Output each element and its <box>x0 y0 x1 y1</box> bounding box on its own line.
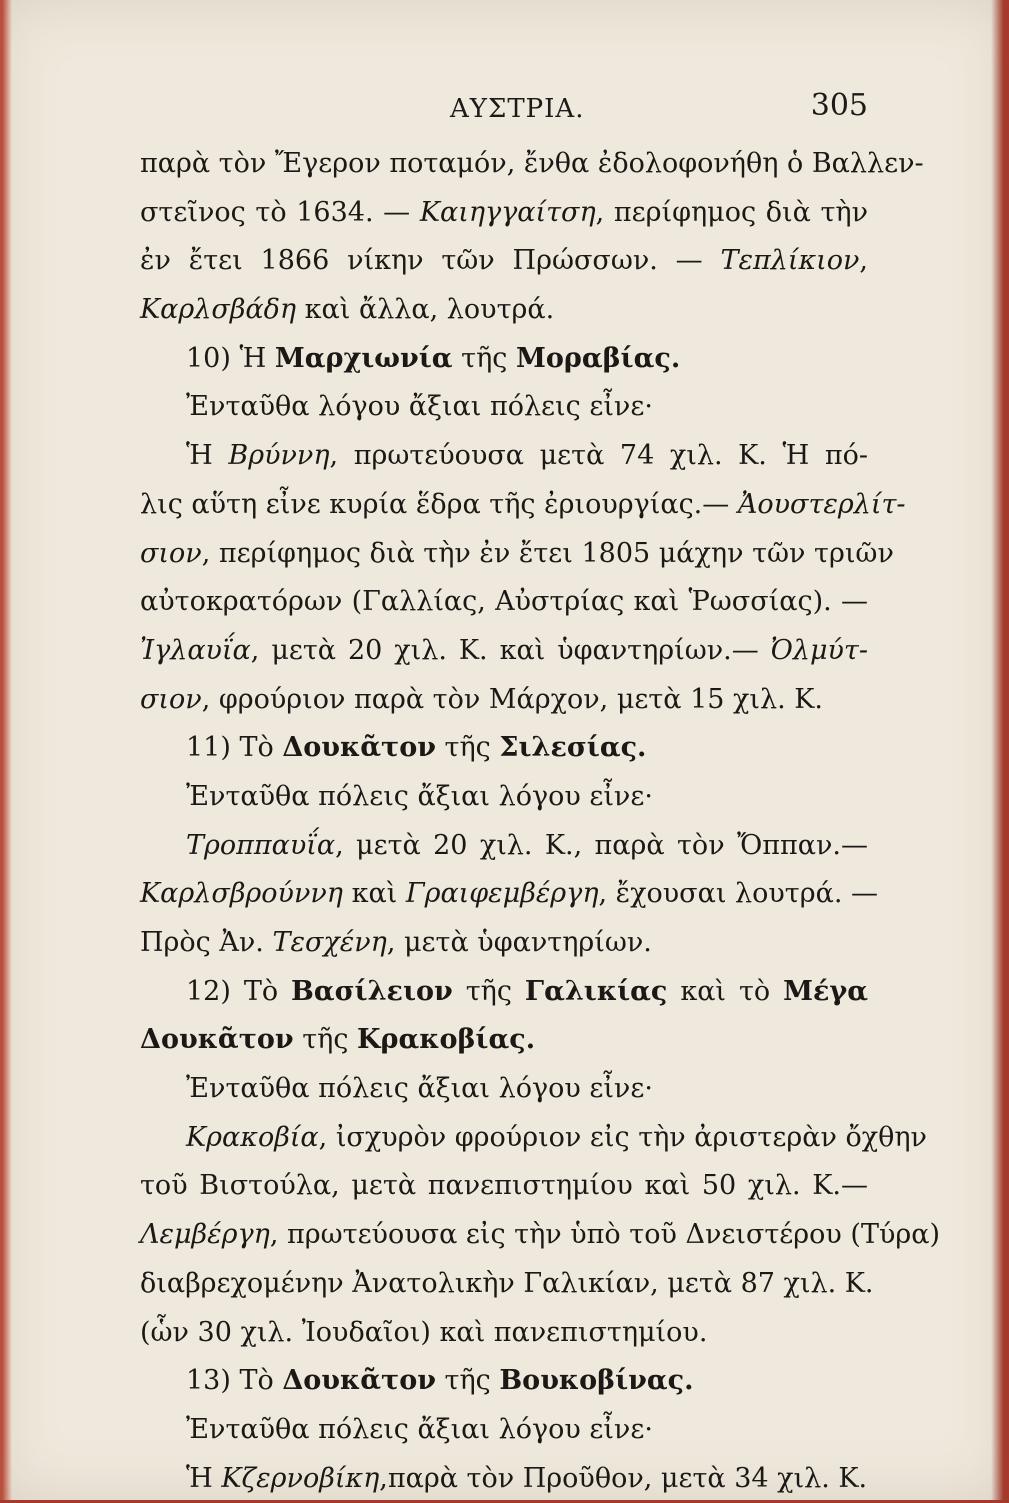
text-segment: ἐν ἔτει 1866 νίκην τῶν Πρώσσων. — <box>140 245 721 277</box>
place-name-text: Κζερνοβίκη <box>221 1462 380 1494</box>
text-line <box>140 1065 868 1114</box>
place-name-text: σιον <box>140 683 202 715</box>
text-line <box>140 870 879 919</box>
text-line <box>140 1455 868 1503</box>
place-name-text: Ἀουστερλίτ- <box>737 488 906 520</box>
place-name-text: Τροππαυΐα <box>186 829 336 861</box>
place-name-text: Τεπλίκιον <box>720 245 860 277</box>
place-name-text: Ἰγλαυΐα <box>140 634 251 666</box>
text-line <box>140 383 868 432</box>
text-segment: Ἐνταῦθα πόλεις ἄξιαι λόγου εἶνε· <box>186 1413 653 1445</box>
text-line <box>140 1114 927 1163</box>
text-segment: καὶ τὸ <box>667 975 784 1007</box>
place-name-text: Τεσχένη <box>272 927 387 958</box>
text-line <box>140 1162 868 1211</box>
text-segment: τῆς <box>435 732 500 764</box>
text-segment: , μετὰ ὑφαντηρίων. <box>386 927 652 958</box>
text-line <box>140 822 868 871</box>
running-head: ΑΥΣΤΡΙΑ. <box>450 94 585 124</box>
text-segment: τῆς <box>452 342 516 374</box>
text-line <box>140 237 868 286</box>
text-segment: τῆς <box>435 1365 500 1397</box>
page-header <box>140 88 868 128</box>
text-segment: Ἐνταῦθα λόγου ἄξιαι πόλεις εἶνε· <box>186 391 653 423</box>
text-segment: , μετὰ 20 χιλ. Κ. καὶ ὑφαντηρίων.— <box>250 634 771 666</box>
text-segment: Ἡ <box>186 440 229 472</box>
place-name-text: Γραιφεμβέργη <box>405 878 599 910</box>
text-line <box>140 432 868 481</box>
place-name-text: Καρλσβρούννη <box>140 878 343 910</box>
text-line <box>140 1406 868 1455</box>
section-heading-text: Σιλεσίας. <box>499 732 647 764</box>
text-segment: (ὧν 30 χιλ. Ἰουδαῖοι) καὶ πανεπιστημίου. <box>140 1316 708 1348</box>
text-segment: στεῖνος τὸ 1634. — <box>140 196 420 228</box>
text-segment: 13) Τὸ <box>186 1365 283 1397</box>
section-heading-text: Βασίλειον <box>291 975 453 1007</box>
place-name-text: Λεμβέργη <box>140 1219 270 1251</box>
text-line <box>140 530 894 579</box>
section-heading-text: Μαρχιωνία <box>274 342 453 374</box>
text-line <box>140 676 868 725</box>
place-name-text: Καρλσβάδη <box>140 294 297 326</box>
section-heading-text: Δουκᾶτον <box>140 1024 294 1056</box>
text-segment: αὐτοκρατόρων (Γαλλίας, Αὐστρίας καὶ Ῥωσσίας). — <box>140 586 868 618</box>
text-segment: τῆς <box>452 975 525 1007</box>
text-line <box>140 919 868 968</box>
text-line <box>140 1211 941 1260</box>
section-heading-text: Κρακοβίας. <box>357 1024 536 1056</box>
place-name-text: Καιηγγαίτση <box>419 196 596 228</box>
page-right-edge <box>991 0 1009 1500</box>
text-segment: , περίφημος διὰ τὴν ἐν ἔτει 1805 μάχην τῶν τριῶν <box>201 537 894 569</box>
text-line <box>140 140 924 189</box>
text-segment: παρὰ τὸν Ἔγερον ποταμόν, ἔνθα ἐδολοφονήθη ὁ Βαλλεν- <box>140 148 924 179</box>
text-segment: 12) Τὸ <box>186 975 292 1007</box>
place-name-text: Κρακοβία <box>186 1121 319 1153</box>
text-line <box>140 481 906 530</box>
text-segment: τοῦ Βιστούλα, μετὰ πανεπιστημίου καὶ 50 χιλ. Κ.— <box>140 1170 868 1202</box>
text-segment: τῆς <box>293 1024 358 1056</box>
text-segment: διαβρεχομένην Ἀνατολικὴν Γαλικίαν, μετὰ 87 χιλ. Κ. <box>140 1267 874 1299</box>
text-segment: Ἐνταῦθα πόλεις ἄξιαι λόγου εἶνε· <box>186 780 653 812</box>
text-segment: Πρὸς Ἀν. <box>140 927 273 958</box>
text-segment: , ἔχουσαι λουτρά. — <box>598 878 879 910</box>
text-line <box>140 189 868 238</box>
text-line <box>140 1357 868 1406</box>
text-segment: 10) Ἡ <box>186 342 275 374</box>
text-segment: , φρούριον παρὰ τὸν Μάρχον, μετὰ 15 χιλ. Κ. <box>201 683 824 715</box>
section-heading-text: Δουκᾶτον <box>282 1365 436 1397</box>
place-name-text: Βρύννη <box>228 440 330 472</box>
text-segment: , πρωτεύουσα μετὰ 74 χιλ. Κ. Ἡ πό- <box>329 440 868 472</box>
text-segment: , πρωτεύουσα εἰς τὴν ὑπὸ τοῦ Δνειστέρου (Τύρα) <box>269 1219 941 1251</box>
text-segment: , μετὰ 20 χιλ. Κ., παρὰ τὸν Ὄππαν.— <box>335 829 868 861</box>
place-name-text: σιον <box>140 537 202 569</box>
text-line <box>140 286 868 335</box>
section-heading-text: Μοραβίας. <box>516 342 681 374</box>
text-segment: 11) Τὸ <box>186 732 283 764</box>
text-line <box>140 1309 868 1358</box>
text-line <box>140 1016 868 1065</box>
text-segment: ,παρὰ τὸν Προῦθον, μετὰ 34 χιλ. Κ. <box>379 1462 868 1494</box>
section-heading-text: Βουκοβίνας. <box>499 1365 694 1397</box>
text-segment: καὶ <box>342 878 406 910</box>
body-text <box>140 140 941 1503</box>
place-name-text: Ὀλμύτ- <box>770 634 868 666</box>
text-line <box>140 627 868 676</box>
text-line <box>140 968 868 1017</box>
text-segment: λις αὕτη εἶνε κυρία ἕδρα τῆς ἐριουργίας.— <box>140 488 738 520</box>
text-line <box>140 724 868 773</box>
page-left-edge <box>0 0 12 1500</box>
section-heading-text: Γαλικίας <box>524 975 668 1007</box>
section-heading-text: Δουκᾶτον <box>282 732 436 764</box>
text-segment: Ἐνταῦθα πόλεις ἄξιαι λόγου εἶνε· <box>186 1073 653 1105</box>
text-segment: , περίφημος διὰ τὴν <box>595 196 868 228</box>
text-segment: , <box>859 245 868 277</box>
text-line <box>140 773 868 822</box>
text-line <box>140 1260 874 1309</box>
section-heading-text: Μέγα <box>783 975 868 1007</box>
text-segment: , ἰσχυρὸν φρούριον εἰς τὴν ἀριστερὰν ὄχθην <box>318 1121 927 1153</box>
text-segment: Ἡ <box>186 1462 222 1494</box>
text-line <box>140 335 868 384</box>
text-segment: καὶ ἄλλα, λουτρά. <box>296 294 555 326</box>
text-line <box>140 578 868 627</box>
page-number: 305 <box>810 88 868 123</box>
